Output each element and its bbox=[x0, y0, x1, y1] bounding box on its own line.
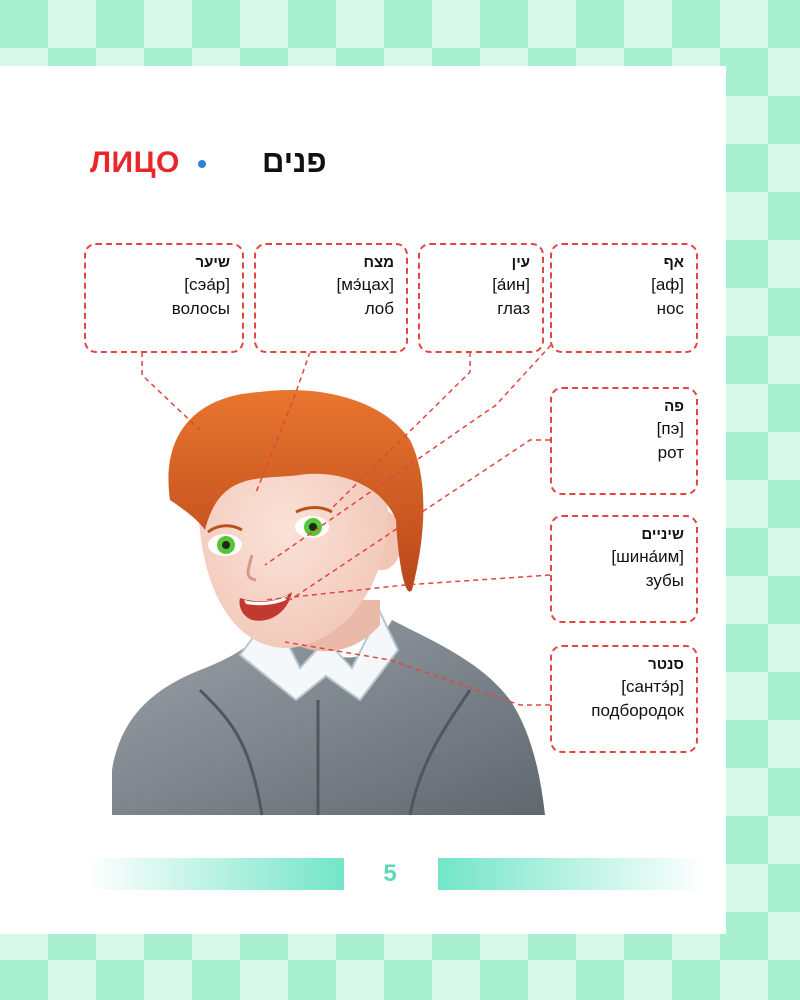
label-transcription: [мэ́цах] bbox=[336, 275, 394, 294]
footer-bar-right bbox=[438, 858, 708, 890]
label-hebrew: מצח bbox=[363, 254, 394, 271]
label-transcription: [сантэ́р] bbox=[621, 677, 684, 696]
label-hebrew: שיער bbox=[195, 254, 230, 271]
label-hebrew: שיניים bbox=[641, 526, 684, 543]
label-russian: глаз bbox=[497, 299, 530, 318]
label-russian: нос bbox=[656, 299, 684, 318]
title-hebrew: פנים bbox=[262, 144, 327, 179]
label-box-forehead bbox=[254, 243, 408, 353]
label-russian: зубы bbox=[645, 571, 684, 590]
label-russian: лоб bbox=[364, 299, 394, 318]
label-russian: подбородок bbox=[591, 701, 684, 720]
label-hebrew: עין bbox=[511, 254, 530, 271]
label-hebrew: אף bbox=[663, 254, 684, 271]
title-russian: ЛИЦО bbox=[90, 146, 180, 179]
label-transcription: [шина́им] bbox=[611, 547, 684, 566]
label-box-hair bbox=[84, 243, 244, 353]
label-box-eye bbox=[418, 243, 544, 353]
label-russian: волосы bbox=[171, 299, 230, 318]
label-box-mouth bbox=[550, 387, 698, 495]
page-number: 5 bbox=[383, 860, 397, 887]
label-transcription: [сэа́р] bbox=[184, 275, 230, 294]
label-transcription: [пэ] bbox=[656, 419, 684, 438]
label-transcription: [аф] bbox=[651, 275, 684, 294]
label-box-teeth bbox=[550, 515, 698, 623]
label-box-chin bbox=[550, 645, 698, 753]
footer-bar-left bbox=[88, 858, 344, 890]
label-box-nose bbox=[550, 243, 698, 353]
label-russian: рот bbox=[657, 443, 684, 462]
label-hebrew: סנטר bbox=[648, 656, 684, 673]
label-hebrew: פה bbox=[664, 398, 684, 415]
label-transcription: [а́ин] bbox=[492, 275, 530, 294]
